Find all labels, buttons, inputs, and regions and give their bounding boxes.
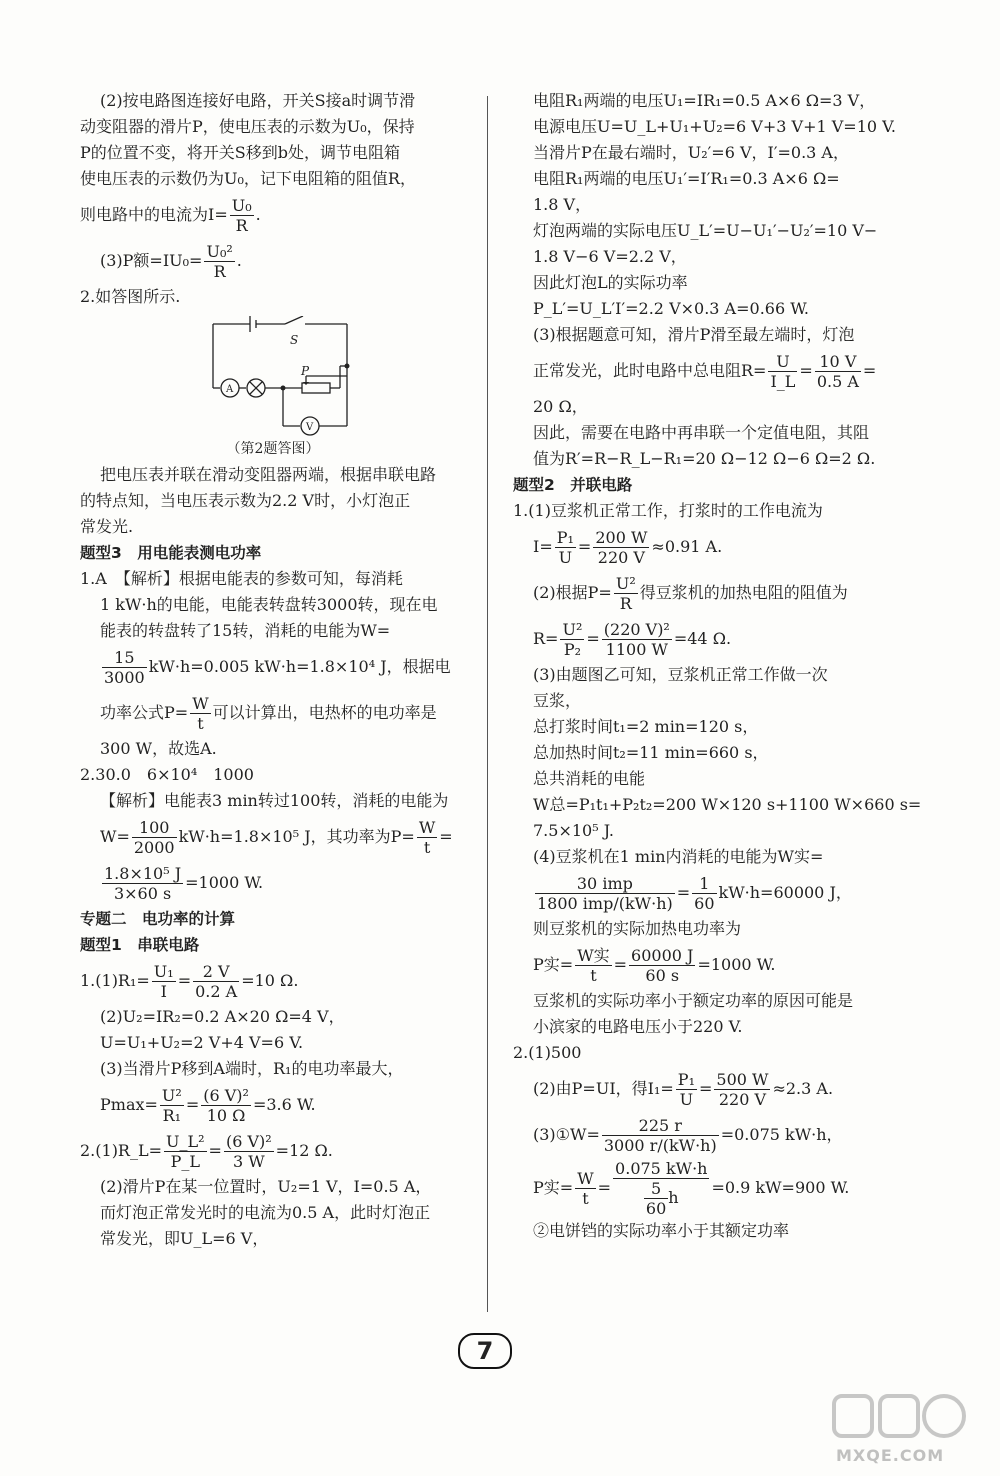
formula-line: 正常发光，此时电路中总电阻R= $\frac{U}{I\_L}$ = $\frac{10 V}{0.5 A}$ = <box>533 352 877 391</box>
formula-line: (3)①W= $\frac{225 r}{3000 r/(kW\cdot h)}$ =0.075 kW·h， <box>533 1116 843 1155</box>
text-line: 总打浆时间t₁=2 min=120 s， <box>533 717 759 736</box>
section-heading: 专题二 电功率的计算 <box>80 910 236 928</box>
text-line: 总加热时间t₂=11 min=660 s， <box>533 743 769 762</box>
text-line: 的特点知，当电压表示数为2.2 V时，小灯泡正 <box>80 491 411 510</box>
text-line: (3)由题图乙可知，豆浆机正常工作做一次 <box>533 665 828 684</box>
formula-line: (3)P额=IU₀= $\frac{\text{U₀²}}{R}$ . <box>100 242 242 281</box>
text-line: 灯泡两端的实际电压U_L′=U−U₁′−U₂′=10 V− <box>533 221 878 240</box>
text-line: W总=P₁t₁+P₂t₂=200 W×120 s+1100 W×660 s= <box>533 795 922 814</box>
page-number: 7 <box>458 1333 512 1369</box>
text-line: 因此，需要在电路中再串联一个定值电阻，其阻 <box>533 423 870 442</box>
right-column <box>513 88 922 1244</box>
text-line: (4)豆浆机在1 min内消耗的电能为W实= <box>533 847 824 866</box>
text-line: 而灯泡正常发光时的电流为0.5 A，此时灯泡正 <box>100 1203 431 1222</box>
watermark-logo <box>830 1390 970 1470</box>
text-line: (2)滑片P在某一位置时，U₂=1 V，I=0.5 A， <box>100 1177 432 1196</box>
text-line: 能表的转盘转了15转，消耗的电能为W= <box>100 621 391 640</box>
text-line: 1.8 V， <box>533 195 592 214</box>
text-line: 2.30.0 6×10⁴ 1000 <box>80 765 254 784</box>
text-line: 动变阻器的滑片P，使电压表的示数为U₀，保持 <box>80 117 415 136</box>
text-line: 电源电压U=U_L+U₁+U₂=6 V+3 V+1 V=10 V. <box>533 117 896 136</box>
text-line: 【解析】电能表3 min转过100转，消耗的电能为 <box>100 791 449 810</box>
text-line: 常发光，即U_L=6 V， <box>100 1229 269 1248</box>
text-line: U=U₁+U₂=2 V+4 V=6 V. <box>100 1033 304 1052</box>
formula-line: (2)根据P= $\frac{\text{U²}}{R}$ 得豆浆机的加热电阻的阻值为 <box>533 574 848 613</box>
formula-line: 2.(1)R_L= $\frac{\text{U\_L²}}{P\_L}$ = $\frac{\text{(6 V)²}}{3 W}$ =12 Ω. <box>80 1132 333 1171</box>
text-line: 1.A 【解析】根据电能表的参数可知，每消耗 <box>80 569 403 588</box>
text-line: 豆浆， <box>533 691 582 710</box>
text-line: 把电压表并联在滑动变阻器两端，根据串联电路 <box>100 465 437 484</box>
text-line: (2)U₂=IR₂=0.2 A×20 Ω=4 V， <box>100 1007 345 1026</box>
section-heading: 题型3 用电能表测电功率 <box>80 544 262 562</box>
text-line: ②电饼铛的实际功率小于其额定功率 <box>533 1221 790 1240</box>
text-line: 豆浆机的实际功率小于额定功率的原因可能是 <box>533 991 854 1010</box>
formula-line: 1.(1)R₁= $\frac{\text{U₁}}{I}$ = $\frac{2 V}{0.2 A}$ =10 Ω. <box>80 962 299 1001</box>
formula-line: 则电路中的电流为I= $\frac{\text{U₀}}{R}$ . <box>80 196 261 235</box>
text-line: 因此灯泡L的实际功率 <box>533 273 688 292</box>
text-line: P的位置不变，将开关S移到b处，调节电阻箱 <box>80 143 400 162</box>
formula-line: 功率公式P= $\frac{W}{t}$ 可以计算出，电热杯的电功率是 <box>100 694 437 733</box>
text-line: 常发光. <box>80 517 134 536</box>
formula-line: $\frac{15}{3000}$ kW·h=0.005 kW·h=1.8×10⁴ J，根据电 <box>104 648 451 687</box>
text-line: 电阻R₁两端的电压U₁′=I′R₁=0.3 A×6 Ω= <box>533 169 840 188</box>
text-line: 小滨家的电路电压小于220 V. <box>533 1017 743 1036</box>
voltmeter-label: V <box>306 422 314 433</box>
watermark-icon <box>830 1390 970 1446</box>
text-line: P_L′=U_L′I′=2.2 V×0.3 A=0.66 W. <box>533 299 809 318</box>
section-heading: 题型1 串联电路 <box>80 936 200 954</box>
text-line: 1.8 V−6 V=2.2 V， <box>533 247 687 266</box>
ammeter-label: A <box>226 384 234 395</box>
figure-caption: （第2题答图） <box>226 441 320 457</box>
text-line: 1.(1)豆浆机正常工作，打浆时的工作电流为 <box>513 501 823 520</box>
slider-label: P <box>301 364 310 378</box>
formula-line: R= $\frac{\text{U²}}{\text{P₂}}$ = $\frac{\text{(220 V)²}}{1100 W}$ =44 Ω. <box>533 620 732 659</box>
text-line: (2)按电路图连接好电路，开关S接a时调节滑 <box>100 91 416 110</box>
text-line: (3)当滑片P移到A端时，R₁的电功率最大， <box>100 1059 404 1078</box>
formula-line: W= $\frac{100}{2000}$ kW·h=1.8×10⁵ J，其功率为P= $\frac{W}{t}$ = <box>100 818 453 857</box>
text-line: 当滑片P在最右端时，U₂′=6 V，I′=0.3 A， <box>533 143 849 162</box>
text-line: (3)根据题意可知，滑片P滑至最左端时，灯泡 <box>533 325 855 344</box>
formula-line: $\frac{\text{1.8×10⁵ J}}{3\times 60 s}$ =1000 W. <box>104 864 264 903</box>
circuit-diagram <box>210 316 360 436</box>
left-column <box>80 88 466 1252</box>
text-line: 7.5×10⁵ J. <box>533 821 614 840</box>
watermark-text: MXQE.COM <box>836 1446 945 1465</box>
text-line: 总共消耗的电能 <box>533 769 646 788</box>
formula-line: P实= $\frac{\text{W实}}{t}$ = $\frac{60000 J}{60 s}$ =1000 W. <box>533 946 776 985</box>
formula-line: P实= $\frac{W}{t}$ = 0.075 kW·h $\frac{5}{60}$ h =0.9 kW=900 W. <box>533 1159 850 1218</box>
text-line: 20 Ω， <box>533 397 588 416</box>
text-line: 则豆浆机的实际加热电功率为 <box>533 919 742 938</box>
formula-line: (2)由P=UI，得I₁= $\frac{\text{P₁}}{U}$ = $\frac{500 W}{220 V}$ ≈2.3 A. <box>533 1070 834 1109</box>
text-line: 1 kW·h的电能，电能表转盘转3000转，现在电 <box>100 595 438 614</box>
section-heading: 题型2 并联电路 <box>513 476 633 494</box>
column-divider <box>487 96 488 1312</box>
text-line: 值为R′=R−R_L−R₁=20 Ω−12 Ω−6 Ω=2 Ω. <box>533 449 876 468</box>
formula-line: I= $\frac{\text{P₁}}{U}$ = $\frac{200 W}{220 V}$ ≈0.91 A. <box>533 528 723 567</box>
switch-label: S <box>290 333 299 347</box>
question-number: 2.如答图所示. <box>80 287 181 306</box>
formula-line: $\frac{\text{30 imp}}{\text{1800 imp/(kW·h)}}$ = $\frac{1}{60}$ kW·h=60000 J， <box>537 874 852 913</box>
text-line: 2.(1)500 <box>513 1043 582 1062</box>
text-line: 300 W，故选A. <box>100 739 217 758</box>
formula-line: Pmax= $\frac{\text{U²}}{\text{R₁}}$ = $\frac{\text{(6 V)²}}{10 \Omega}$ =3.6 W. <box>100 1086 316 1125</box>
text-line: 使电压表的示数仍为U₀，记下电阻箱的阻值R， <box>80 169 416 188</box>
text-line: 电阻R₁两端的电压U₁=IR₁=0.5 A×6 Ω=3 V， <box>533 91 876 110</box>
